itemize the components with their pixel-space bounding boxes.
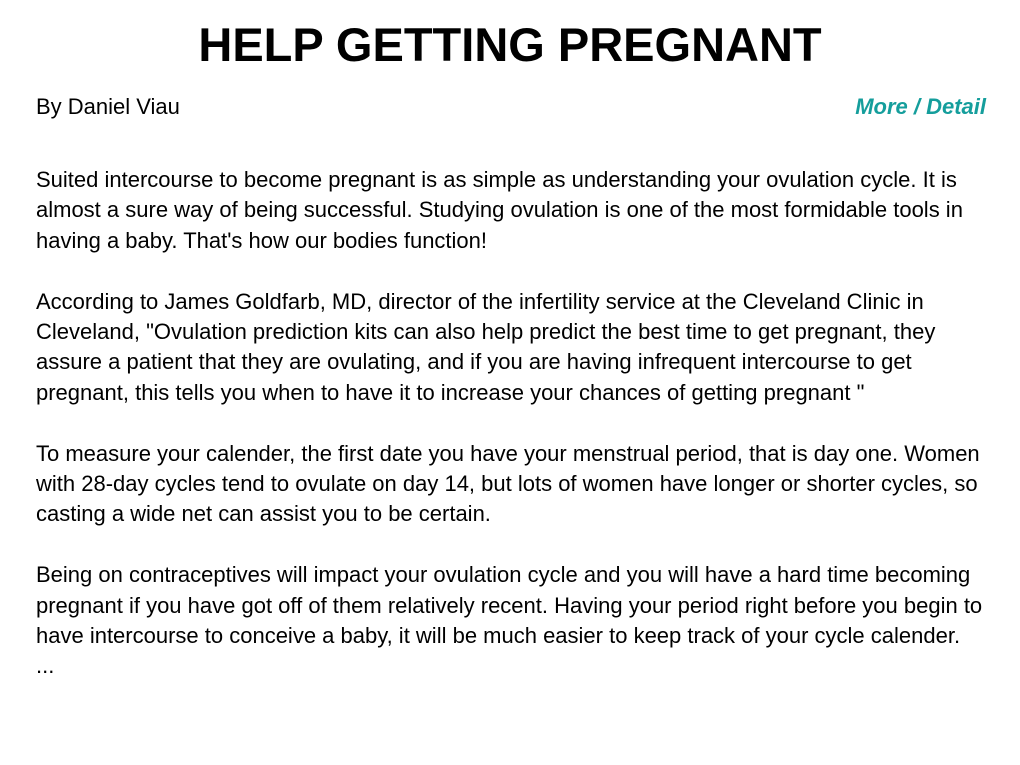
article-body bbox=[36, 165, 996, 682]
article-paragraph-3: To measure your calender, the first date you have your menstrual period, that is day one. Women with 28-day cycles tend to ovulate on day 14, but lots of women have longer or shorter cycles, so casting a wide net can assist you to be certain. bbox=[36, 440, 980, 527]
continuation-ellipsis: ... bbox=[36, 653, 55, 679]
byline-row bbox=[36, 92, 986, 122]
more-detail-link[interactable]: More / Detail bbox=[855, 94, 986, 119]
article-title: HELP GETTING PREGNANT bbox=[198, 18, 822, 71]
article-paragraph-4: Being on contraceptives will impact your ovulation cycle and you will have a hard time becoming pregnant if you have got off of them relatively recent. Having your period right before you begin to have intercourse to conceive a baby, it will be much easier to keep track of your cycle calender. bbox=[36, 562, 983, 649]
article-paragraph-2: According to James Goldfarb, MD, director of the infertility service at the Cleveland Clinic in Cleveland, "Ovulation prediction kits can also help predict the best time to get pregnant, they assure a patient that they are ovulating, and if you are having infrequent intercourse to get pregnant, this tells you when to have it to increase your chances of getting pregnant " bbox=[36, 288, 936, 405]
article-paragraph-1: Suited intercourse to become pregnant is as simple as understanding your ovulation cycle. It is almost a sure way of being successful. Studying ovulation is one of the most formidable tools in having a baby. That's how our bodies function! bbox=[36, 167, 963, 253]
author-byline: By Daniel Viau bbox=[36, 94, 180, 119]
